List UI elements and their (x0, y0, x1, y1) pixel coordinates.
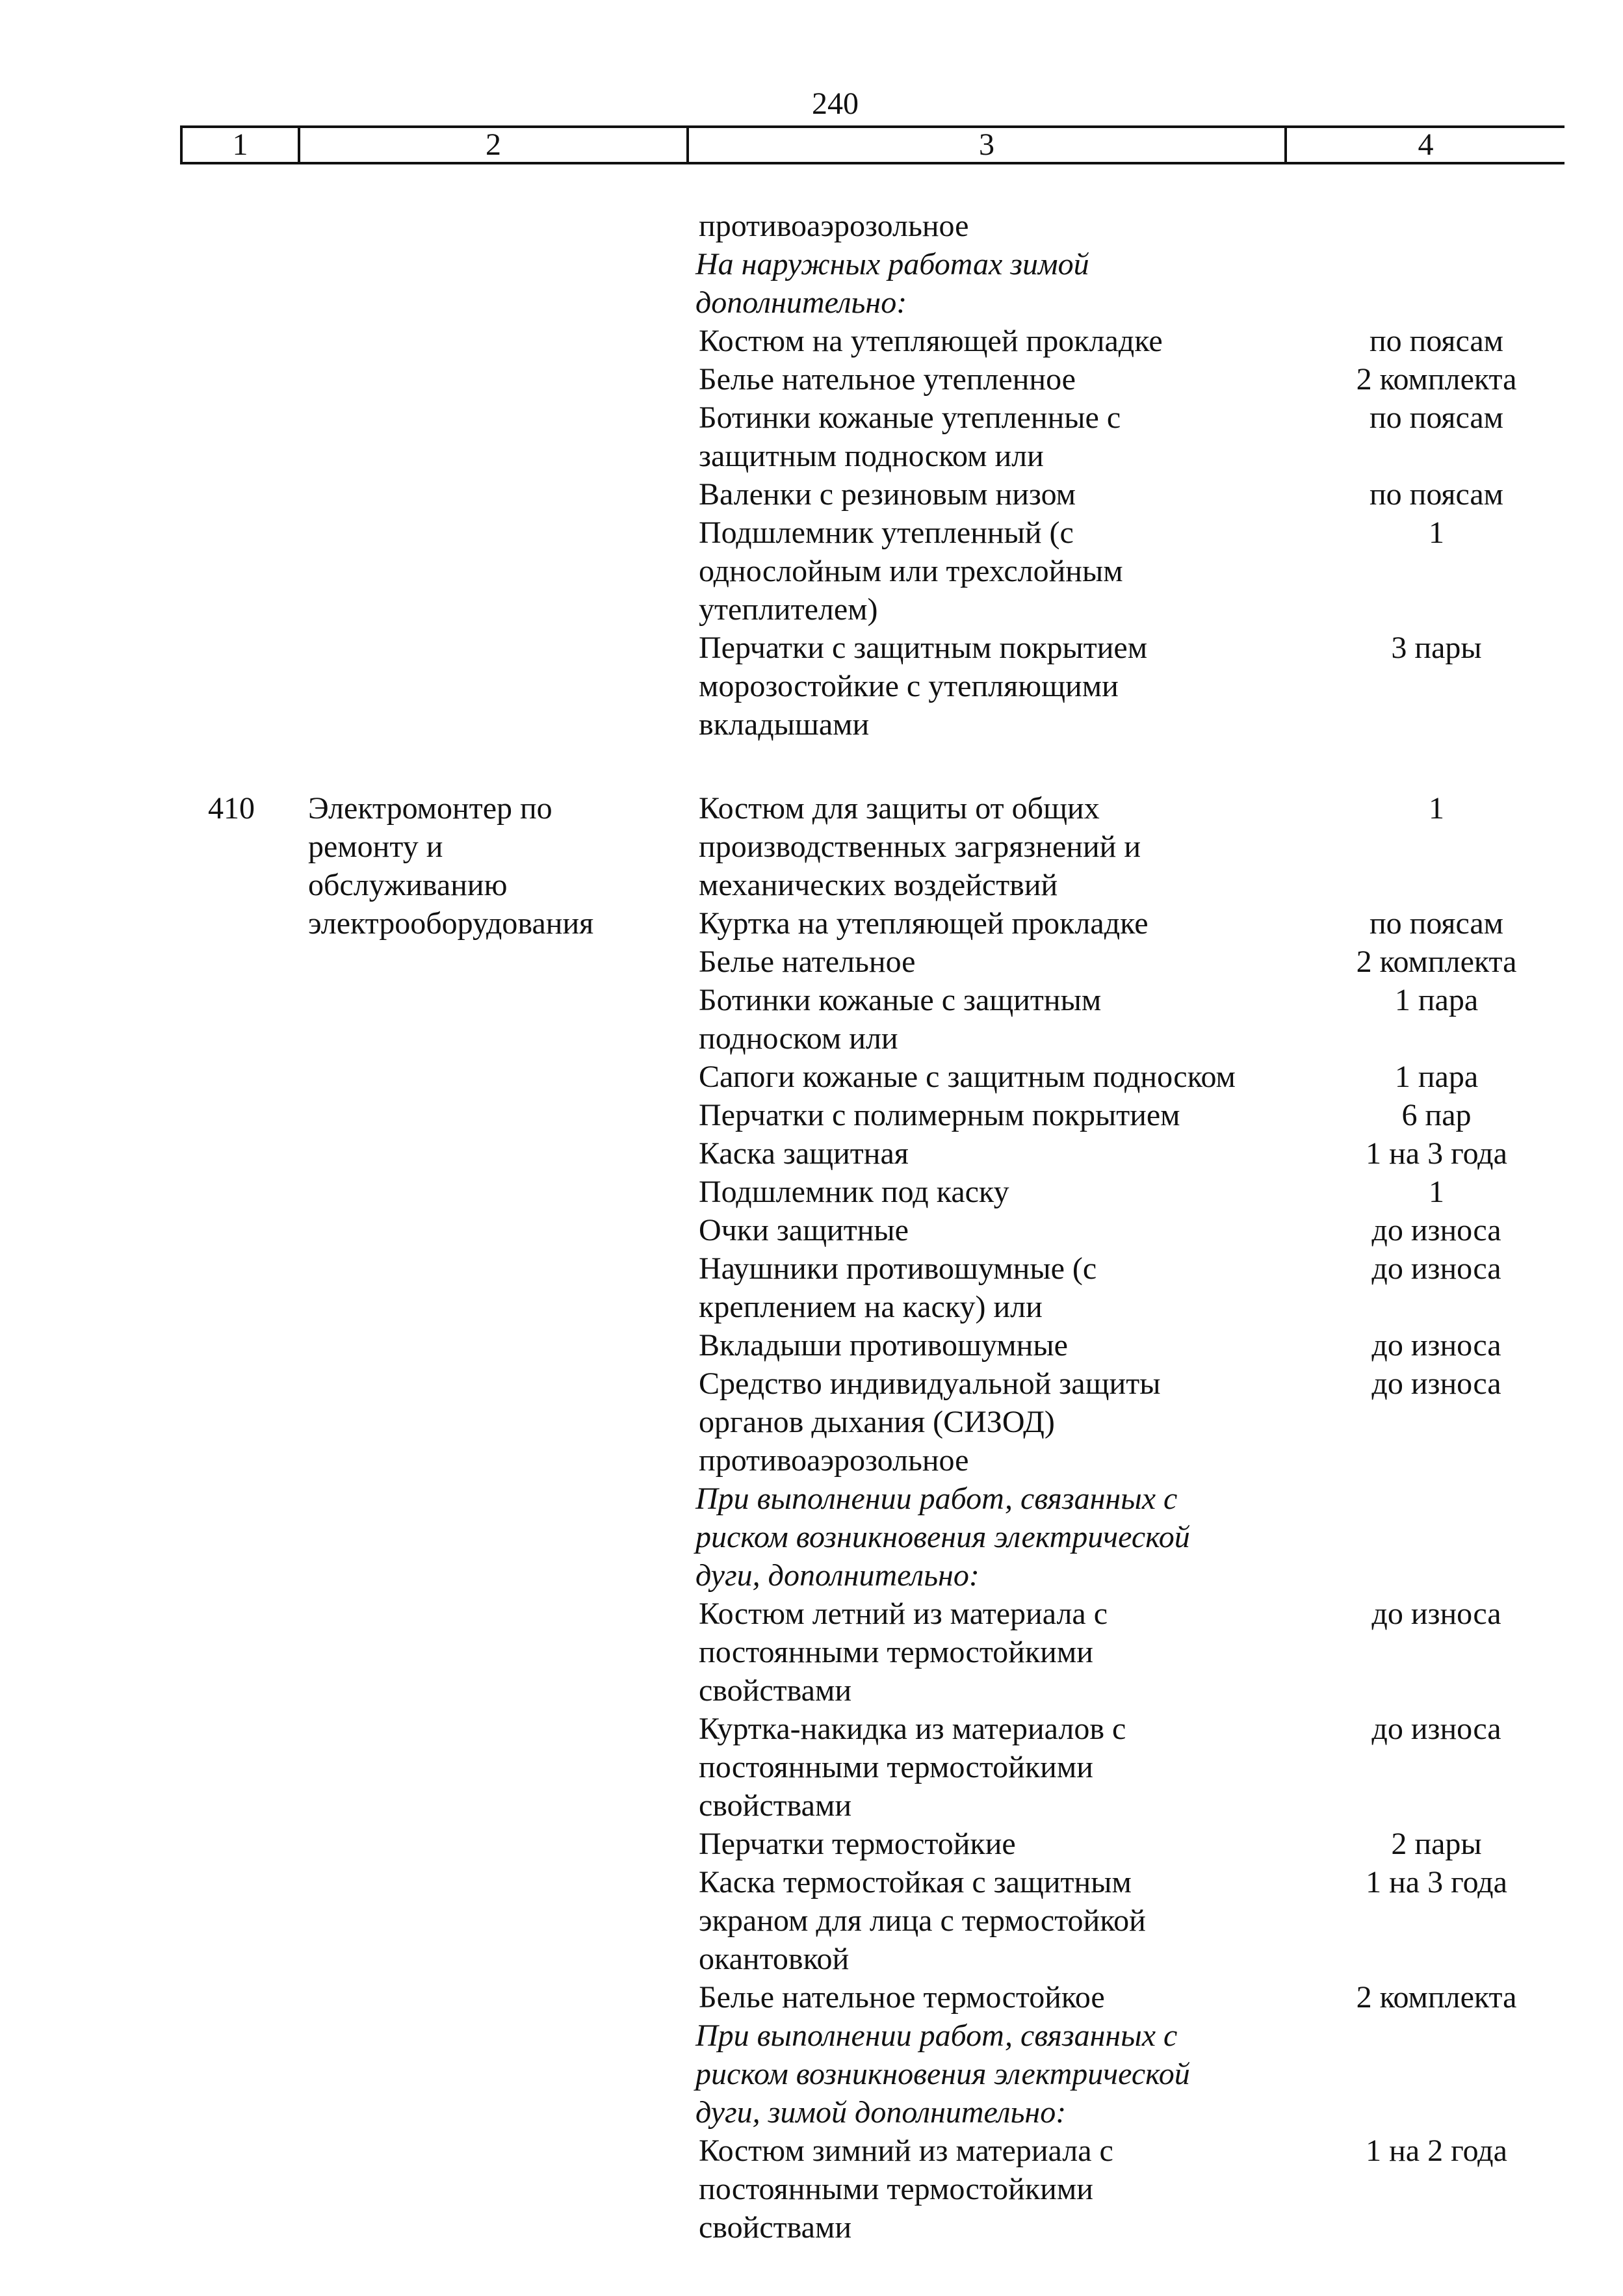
section-note-line: При выполнении работ, связанных с (695, 1481, 1178, 1516)
section-note-line: На наружных работах зимой (695, 247, 1089, 281)
issue-norm: 1 (1429, 1175, 1444, 1209)
section-note-line: При выполнении работ, связанных с (695, 2018, 1178, 2053)
equipment-item-line: производственных загрязнений и (699, 829, 1141, 864)
issue-norm: 6 пар (1401, 1098, 1472, 1132)
equipment-item-line: противоаэрозольное (699, 209, 969, 243)
equipment-item-line: Куртка на утепляющей прокладке (699, 906, 1149, 941)
profession-line: электрооборудования (308, 906, 594, 941)
issue-norm: 1 пара (1394, 1060, 1479, 1094)
issue-norm: 2 комплекта (1356, 945, 1517, 979)
section-note-line: дополнительно: (695, 285, 907, 320)
equipment-item-line: Каска термостойкая с защитным (699, 1865, 1132, 1899)
issue-norm: до износа (1371, 1251, 1501, 1286)
equipment-item-line: Костюм летний из материала с (699, 1597, 1108, 1631)
equipment-item-line: Ботинки кожаные с защитным (699, 983, 1102, 1017)
equipment-item-line: Подшлемник утепленный (с (699, 515, 1074, 550)
equipment-item-line: Белье нательное (699, 945, 916, 979)
equipment-item-line: Куртка-накидка из материалов с (699, 1712, 1126, 1746)
equipment-item-line: постоянными термостойкими (699, 1750, 1093, 1784)
issue-norm: до износа (1371, 1213, 1501, 1247)
section-note-line: риском возникновения электрической (695, 2057, 1190, 2091)
equipment-item-line: Валенки с резиновым низом (699, 477, 1076, 512)
issue-norm: по поясам (1369, 324, 1504, 358)
equipment-item-line: утеплителем) (699, 592, 878, 627)
section-note-line: дуги, дополнительно: (695, 1558, 980, 1593)
equipment-item-line: постоянными термостойкими (699, 1635, 1093, 1669)
issue-norm: до износа (1371, 1366, 1501, 1401)
equipment-item-line: подноском или (699, 1021, 898, 1056)
equipment-item-line: экраном для лица с термостойкой (699, 1903, 1146, 1938)
equipment-item-line: Сапоги кожаные с защитным подноском (699, 1060, 1236, 1094)
issue-norm: 1 на 3 года (1366, 1865, 1507, 1899)
equipment-item-line: Средство индивидуальной защиты (699, 1366, 1161, 1401)
equipment-item-line: Перчатки с полимерным покрытием (699, 1098, 1180, 1132)
equipment-item-line: окантовкой (699, 1942, 850, 1976)
equipment-item-line: Перчатки с защитным покрытием (699, 631, 1148, 665)
equipment-item-line: свойствами (699, 1673, 852, 1708)
issue-norm: до износа (1371, 1328, 1501, 1363)
equipment-item-line: свойствами (699, 1788, 852, 1823)
equipment-item-line: свойствами (699, 2210, 852, 2245)
issue-norm: 1 (1429, 515, 1444, 550)
issue-norm: 2 пары (1391, 1827, 1482, 1861)
equipment-item-line: Ботинки кожаные утепленные с (699, 400, 1121, 435)
equipment-item-line: органов дыхания (СИЗОД) (699, 1405, 1055, 1439)
equipment-item-line: Костюм на утепляющей прокладке (699, 324, 1163, 358)
equipment-item-line: Вкладыши противошумные (699, 1328, 1068, 1363)
equipment-item-line: вкладышами (699, 707, 870, 742)
issue-norm: до износа (1371, 1597, 1501, 1631)
issue-norm: по поясам (1369, 477, 1504, 512)
equipment-item-line: креплением на каску) или (699, 1290, 1043, 1324)
issue-norm: 3 пары (1391, 631, 1482, 665)
equipment-item-line: Белье нательное утепленное (699, 362, 1076, 397)
equipment-item-line: постоянными термостойкими (699, 2172, 1093, 2206)
issue-norm: по поясам (1369, 400, 1504, 435)
equipment-item-line: морозостойкие с утепляющими (699, 669, 1119, 703)
column-header-row (180, 125, 1565, 164)
equipment-item-line: Белье нательное термостойкое (699, 1980, 1105, 2015)
equipment-item-line: однослойным или трехслойным (699, 554, 1123, 588)
profession-name (308, 789, 672, 943)
entry-number: 410 (208, 791, 255, 826)
equipment-item-line: Костюм для защиты от общих (699, 791, 1100, 826)
column-header-2: 2 (300, 128, 689, 162)
equipment-item-line: Перчатки термостойкие (699, 1827, 1016, 1861)
issue-norm: 2 комплекта (1356, 362, 1517, 397)
column-header-4: 4 (1418, 127, 1434, 162)
equipment-item-line: Наушники противошумные (с (699, 1251, 1097, 1286)
issue-norm: до износа (1371, 1712, 1501, 1746)
issue-norm: 1 (1429, 791, 1444, 826)
equipment-item-line: противоаэрозольное (699, 1443, 969, 1478)
equipment-item-line: защитным подноском или (699, 439, 1044, 473)
column-header-1: 1 (183, 128, 300, 162)
issue-norm: 2 комплекта (1356, 1980, 1517, 2015)
issue-norm: по поясам (1369, 906, 1504, 941)
profession-line: обслуживанию (308, 868, 508, 902)
section-note-line: риском возникновения электрической (695, 1520, 1190, 1554)
equipment-item-line: Костюм зимний из материала с (699, 2133, 1113, 2168)
page-number: 240 (812, 86, 859, 121)
equipment-item-line: Подшлемник под каску (699, 1175, 1009, 1209)
equipment-item-line: Очки защитные (699, 1213, 909, 1247)
equipment-item-line: Каска защитная (699, 1136, 909, 1171)
column-header-3: 3 (689, 128, 1287, 162)
issue-norm: 1 на 3 года (1366, 1136, 1507, 1171)
section-note-line: дуги, зимой дополнительно: (695, 2095, 1067, 2130)
equipment-item-line: механических воздействий (699, 868, 1058, 902)
issue-norm: 1 пара (1394, 983, 1479, 1017)
issue-norm: 1 на 2 года (1366, 2133, 1507, 2168)
profession-line: Электромонтер по (308, 791, 552, 826)
profession-line: ремонту и (308, 829, 443, 864)
